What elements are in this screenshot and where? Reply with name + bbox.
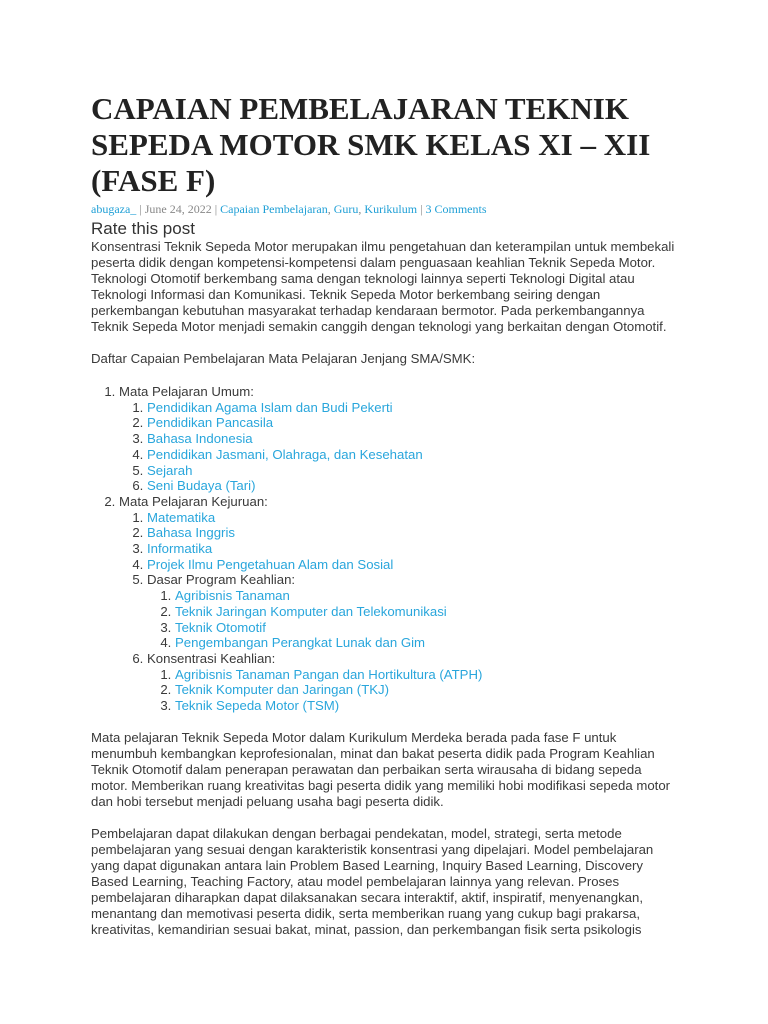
- body-paragraph: Pembelajaran dapat dilakukan dengan berbagai pendekatan, model, strategi, serta metode pembelajaran yang sesuai dengan karakteristik konsentrasi yang dipelajari. Model pembelajaran yang dapat digunakan antara lain Problem Based Learning, Inquiry Based Learning, Discovery Based Learning, Teaching Factory, atau model pembelajaran lainnya yang relevan. Proses pembelajaran diharapkan dapat dilaksanakan secara interaktif, aktif, inspiratif, menyenangkan, menantang dan memotivasi peserta didik, serta memberikan ruang yang cukup bagi prakarsa, kreativitas, kemandirian sesuai bakat, minat, passion, dan perkembangan fisik serta psikologis: [91, 825, 654, 937]
- subject-link[interactable]: Pendidikan Jasmani, Olahraga, dan Kesehatan: [147, 446, 423, 462]
- subject-link[interactable]: Bahasa Inggris: [147, 525, 235, 541]
- subject-link[interactable]: Agribisnis Tanaman Pangan dan Hortikultura (ATPH): [175, 666, 483, 682]
- vocational-subjects-list: [119, 510, 681, 714]
- list-item: [147, 447, 681, 463]
- comments-link[interactable]: 3 Comments: [425, 202, 487, 216]
- list-item: [175, 682, 681, 698]
- subject-link[interactable]: Pendidikan Agama Islam dan Budi Pekerti: [147, 399, 393, 415]
- category-link[interactable]: Kurikulum: [364, 202, 418, 216]
- list-item: [147, 572, 681, 651]
- list-item: [175, 667, 681, 683]
- list-item-label: Dasar Program Keahlian:: [147, 572, 296, 588]
- list-item: [147, 415, 681, 431]
- subject-link[interactable]: Sejarah: [147, 462, 193, 478]
- subject-link[interactable]: Projek Ilmu Pengetahuan Alam dan Sosial: [147, 556, 394, 572]
- list-item: [147, 541, 681, 557]
- list-item: [147, 557, 681, 573]
- subject-link[interactable]: Informatika: [147, 541, 213, 557]
- subject-link[interactable]: Teknik Komputer dan Jaringan (TKJ): [175, 682, 390, 698]
- list-item: [147, 478, 681, 494]
- list-intro: Daftar Capaian Pembelajaran Mata Pelajaran Jenjang SMA/SMK:: [91, 351, 476, 366]
- list-item: [147, 525, 681, 541]
- list-item: [119, 384, 681, 494]
- subject-link[interactable]: Seni Budaya (Tari): [147, 478, 256, 494]
- subject-link[interactable]: Pendidikan Pancasila: [147, 415, 274, 431]
- category-link[interactable]: Guru: [333, 202, 359, 216]
- list-item-label: Konsentrasi Keahlian:: [147, 650, 276, 666]
- author-link[interactable]: abugaza_: [91, 202, 137, 216]
- concentration-list: [147, 667, 681, 714]
- meta-comma: ,: [358, 202, 365, 216]
- post-date: June 24, 2022: [144, 202, 212, 216]
- list-item: [175, 604, 681, 620]
- list-item: [175, 635, 681, 651]
- subject-link[interactable]: Teknik Otomotif: [175, 619, 266, 635]
- list-item-label: Mata Pelajaran Kejuruan:: [119, 493, 268, 509]
- post-meta: [91, 201, 681, 217]
- list-item: [147, 651, 681, 714]
- meta-separator: |: [136, 202, 145, 216]
- subject-link[interactable]: Agribisnis Tanaman: [175, 588, 290, 604]
- meta-separator: |: [417, 202, 426, 216]
- list-item: [147, 400, 681, 416]
- rate-post-label: Rate this post: [91, 219, 195, 238]
- subject-link[interactable]: Teknik Sepeda Motor (TSM): [175, 698, 340, 714]
- subject-list: [91, 384, 681, 714]
- subject-link[interactable]: Matematika: [147, 509, 216, 525]
- subject-link[interactable]: Teknik Jaringan Komputer dan Telekomunikasi: [175, 603, 447, 619]
- page-title: CAPAIAN PEMBELAJARAN TEKNIK SEPEDA MOTOR SMK KELAS XI – XII (FASE F): [91, 91, 651, 198]
- list-item: [175, 588, 681, 604]
- meta-comma: ,: [327, 202, 334, 216]
- category-link[interactable]: Capaian Pembelajaran: [220, 202, 328, 216]
- list-item: [147, 463, 681, 479]
- subject-link[interactable]: Bahasa Indonesia: [147, 431, 253, 447]
- list-item: [175, 620, 681, 636]
- body-paragraph: Mata pelajaran Teknik Sepeda Motor dalam Kurikulum Merdeka berada pada fase F untuk menumbuh kembangkan keprofesionalan, minat dan bakat peserta didik pada Program Keahlian Teknik Otomotif dalam penerapan perawatan dan perbaikan serta wirausaha di bidang sepeda motor. Memberikan ruang kreativitas bagi peserta didik yang memiliki hobi modifikasi sepeda motor dan hobi tersebut menjadi peluang usaha bagi peserta didik.: [91, 729, 671, 809]
- list-item: [147, 431, 681, 447]
- meta-separator: |: [211, 202, 221, 216]
- intro-paragraph: Konsentrasi Teknik Sepeda Motor merupakan ilmu pengetahuan dan keterampilan untuk membekali peserta didik dengan kompetensi-kompetensi dalam penguasaan keahlian Teknik Sepeda Motor. Teknologi Otomotif berkembang sama dengan teknologi lainnya seperti Teknologi Digital atau Teknologi Informasi dan Komunikasi. Teknik Sepeda Motor berkembang seiring dengan perkembangan kebutuhan masyarakat terhadap kendaraan bermotor. Pada perkembangannya Teknik Sepeda Motor menjadi semakin canggih dengan teknologi yang berkaitan dengan Otomotif.: [91, 239, 675, 334]
- list-item: [147, 510, 681, 526]
- program-basics-list: [147, 588, 681, 651]
- list-item-label: Mata Pelajaran Umum:: [119, 384, 254, 399]
- general-subjects-list: [119, 400, 681, 494]
- list-item: [119, 494, 681, 714]
- list-item: [175, 698, 681, 714]
- subject-link[interactable]: Pengembangan Perangkat Lunak dan Gim: [175, 635, 426, 651]
